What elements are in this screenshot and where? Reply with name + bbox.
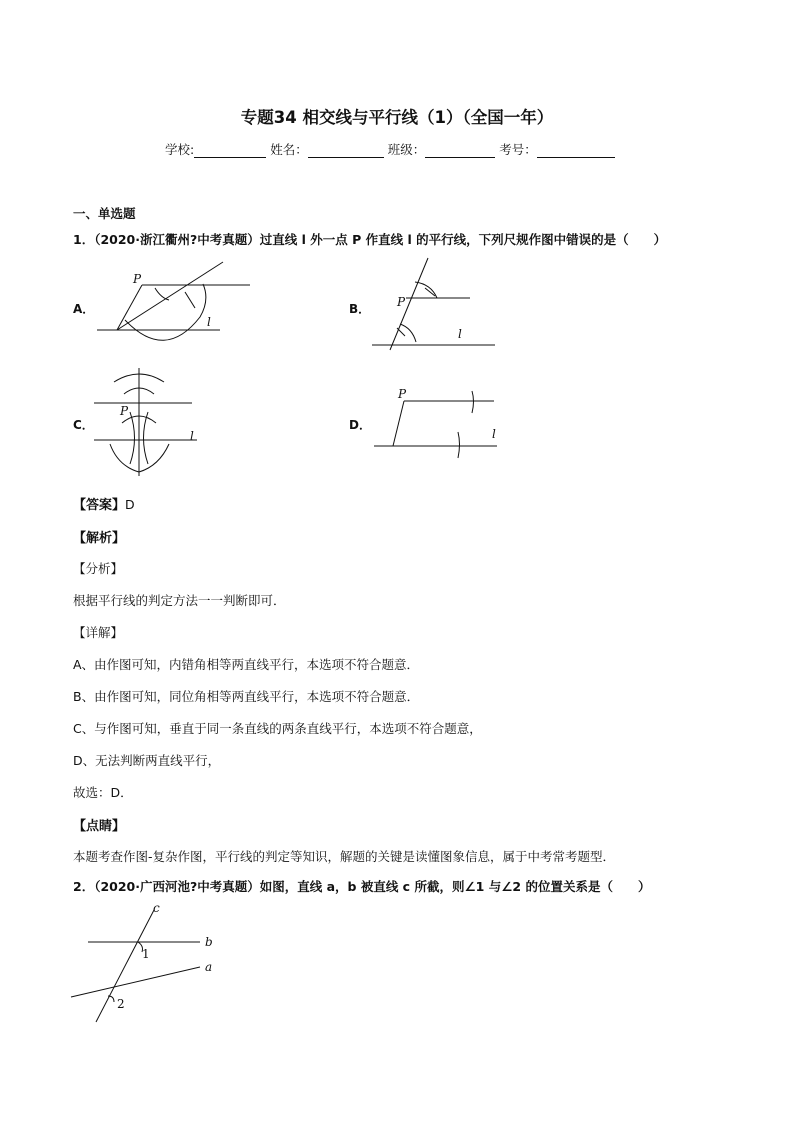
- comment-label: 【点睛】: [73, 819, 126, 834]
- figure-2-line-a: a: [205, 960, 213, 974]
- question-1-stem: 1．（2020·浙江衢州?中考真题）过直线 l 外一点 P 作直线 l 的平行线，下列尺规作图中错误的是（ ）: [73, 232, 667, 247]
- name-blank: [308, 143, 384, 158]
- option-a-label: A．: [73, 302, 95, 316]
- school-label: 学校:: [165, 142, 195, 157]
- figure-c-point-p: P: [120, 404, 129, 418]
- page-title: 专题34 相交线与平行线（1）（全国一年）: [240, 108, 554, 127]
- figure-d-point-p: P: [398, 387, 407, 401]
- figure-c-line-l: l: [190, 429, 194, 443]
- section-heading: 一、单选题: [73, 206, 136, 221]
- option-c-label: C．: [73, 418, 94, 432]
- figure-2-line-b: b: [205, 935, 213, 949]
- option-b-label: B．: [349, 302, 371, 316]
- detail-line: B、由作图可知，同位角相等两直线平行，本选项不符合题意．: [73, 689, 420, 704]
- exam-no-blank: [537, 143, 615, 158]
- comment-text: 本题考查作图-复杂作图，平行线的判定等知识，解题的关键是读懂图象信息，属于中考常考题型．: [73, 849, 616, 864]
- figure-d-line-l: l: [492, 427, 496, 441]
- answer-row: [73, 494, 135, 513]
- fenxi-label: 【分析】: [73, 561, 124, 576]
- student-info-line: [165, 140, 615, 158]
- class-label: 班级：: [387, 142, 426, 157]
- analysis-label: 【解析】: [73, 531, 126, 546]
- detail-line: A、由作图可知，内错角相等两直线平行，本选项不符合题意．: [73, 657, 420, 672]
- fenxi-text: 根据平行线的判定方法一一判断即可．: [73, 593, 286, 608]
- answer-value: D: [125, 497, 135, 512]
- name-label: 姓名：: [270, 142, 308, 157]
- detail-label: 【详解】: [73, 625, 124, 640]
- answer-label: 【答案】: [73, 498, 126, 513]
- figure-question-2: [68, 900, 228, 1025]
- option-d-label: D．: [349, 418, 371, 432]
- figure-b-line-l: l: [458, 327, 462, 341]
- detail-line: D、无法判断两直线平行，: [73, 753, 221, 768]
- figure-a-point-p: P: [133, 272, 142, 286]
- figure-2-line-c: c: [153, 901, 160, 915]
- figure-2-angle-1: 1: [142, 947, 150, 961]
- school-blank: [194, 143, 266, 158]
- figure-option-d: [372, 386, 502, 466]
- figure-b-point-p: P: [397, 295, 406, 309]
- figure-option-a: [95, 262, 255, 352]
- class-blank: [425, 143, 495, 158]
- figure-option-b: [370, 258, 500, 350]
- figure-option-c: [92, 368, 212, 476]
- detail-line: C、与作图可知，垂直于同一条直线的两条直线平行，本选项不符合题意，: [73, 721, 482, 736]
- figure-2-angle-2: 2: [117, 997, 125, 1011]
- question-2-stem: 2．（2020·广西河池?中考真题）如图，直线 a，b 被直线 c 所截，则∠1 与∠2 的位置关系是（ ）: [73, 879, 651, 894]
- detail-line: 故选：D．: [73, 785, 133, 800]
- exam-no-label: 考号：: [499, 142, 537, 157]
- figure-a-line-l: l: [207, 315, 211, 329]
